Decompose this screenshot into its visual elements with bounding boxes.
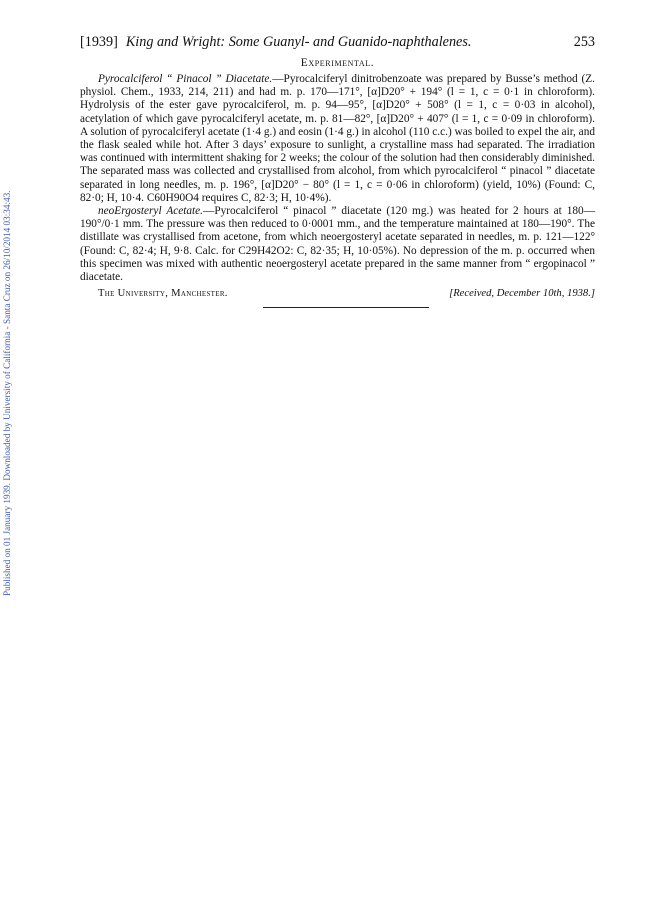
- article-footer: [80, 288, 595, 299]
- download-watermark: [2, 96, 20, 596]
- paragraph-neoergosteryl-acetate: [80, 205, 595, 284]
- header-title: King and Wright: Some Guanyl- and Guanido-naphthalenes.: [125, 34, 472, 50]
- affiliation: The University, Manchester.: [98, 288, 228, 300]
- closing-rule: [263, 307, 429, 308]
- paragraph-body: —Pyrocalciferyl dinitrobenzoate was prepared by Busse’s method (Z. physiol. Chem., 1933, 214, 211) and had m. p. 170—171°, [α]D20° + 194° (l = 1, c = 0·1 in chloroform). Hydrolysis of the ester gave pyrocalciferol, m. p. 94—95°, [α]D20° + 508° (l = 1, c = 0·03 in alcohol), acetylation of which gave pyrocalciferyl acetate, m. p. 81—82°, [α]D20° + 407° (l = 1, c = 0·09 in chloroform). A solution of pyrocalciferyl acetate (1·4 g.) and eosin (1·4 g.) in alcohol (110 c.c.) was boiled to expel the air, and the flask sealed while hot. After 3 days’ exposure to sunlight, a crystalline mass had separated. The irradiation was continued with intermittent shaking for 2 weeks; the colour of the solution had then considerably diminished. The separated mass was collected and crystallised from alcohol, from which pyrocalciferol “ pinacol ” diacetate separated in long needles, m. p. 196°, [α]D20° − 80° (l = 1, c = 0·06 in chloroform) (yield, 10%) (Found: C, 82·0; H, 10·4. C60H90O4 requires C, 82·3; H, 10·4%).: [80, 73, 595, 204]
- page-number: 253: [573, 34, 595, 50]
- paragraph-body: —Pyrocalciferol “ pinacol ” diacetate (120 mg.) was heated for 2 hours at 180—190°/0·1 mm. The pressure was then reduced to 0·0001 mm., and the temperature maintained at 180—190°. The distillate was crystallised from acetone, from which neoergosteryl acetate separated in needles, m. p. 121—122° (Found: C, 82·4; H, 9·8. Calc. for C29H42O2: C, 82·35; H, 10·05%). No depression of the m. p. occurred when this specimen was mixed with authentic neoergosteryl acetate prepared in the same manner from “ ergopinacol ” diacetate.: [80, 205, 595, 284]
- article-page: [80, 34, 595, 308]
- section-heading: Experimental.: [300, 57, 375, 69]
- received-date: [Received, December 10th, 1938.]: [449, 288, 595, 300]
- paragraph-pinacol-diacetate: [80, 73, 595, 205]
- download-watermark-text: Published on 01 January 1939. Downloaded by University of California - Santa Cruz on 26/10/2014 03:34:43.: [2, 190, 12, 596]
- header-year: [1939]: [80, 34, 118, 50]
- running-header: [80, 34, 595, 51]
- paragraph-heading: Pyrocalciferol “ Pinacol ” Diacetate.: [98, 73, 273, 85]
- paragraph-heading: neoErgosteryl Acetate.: [98, 205, 204, 218]
